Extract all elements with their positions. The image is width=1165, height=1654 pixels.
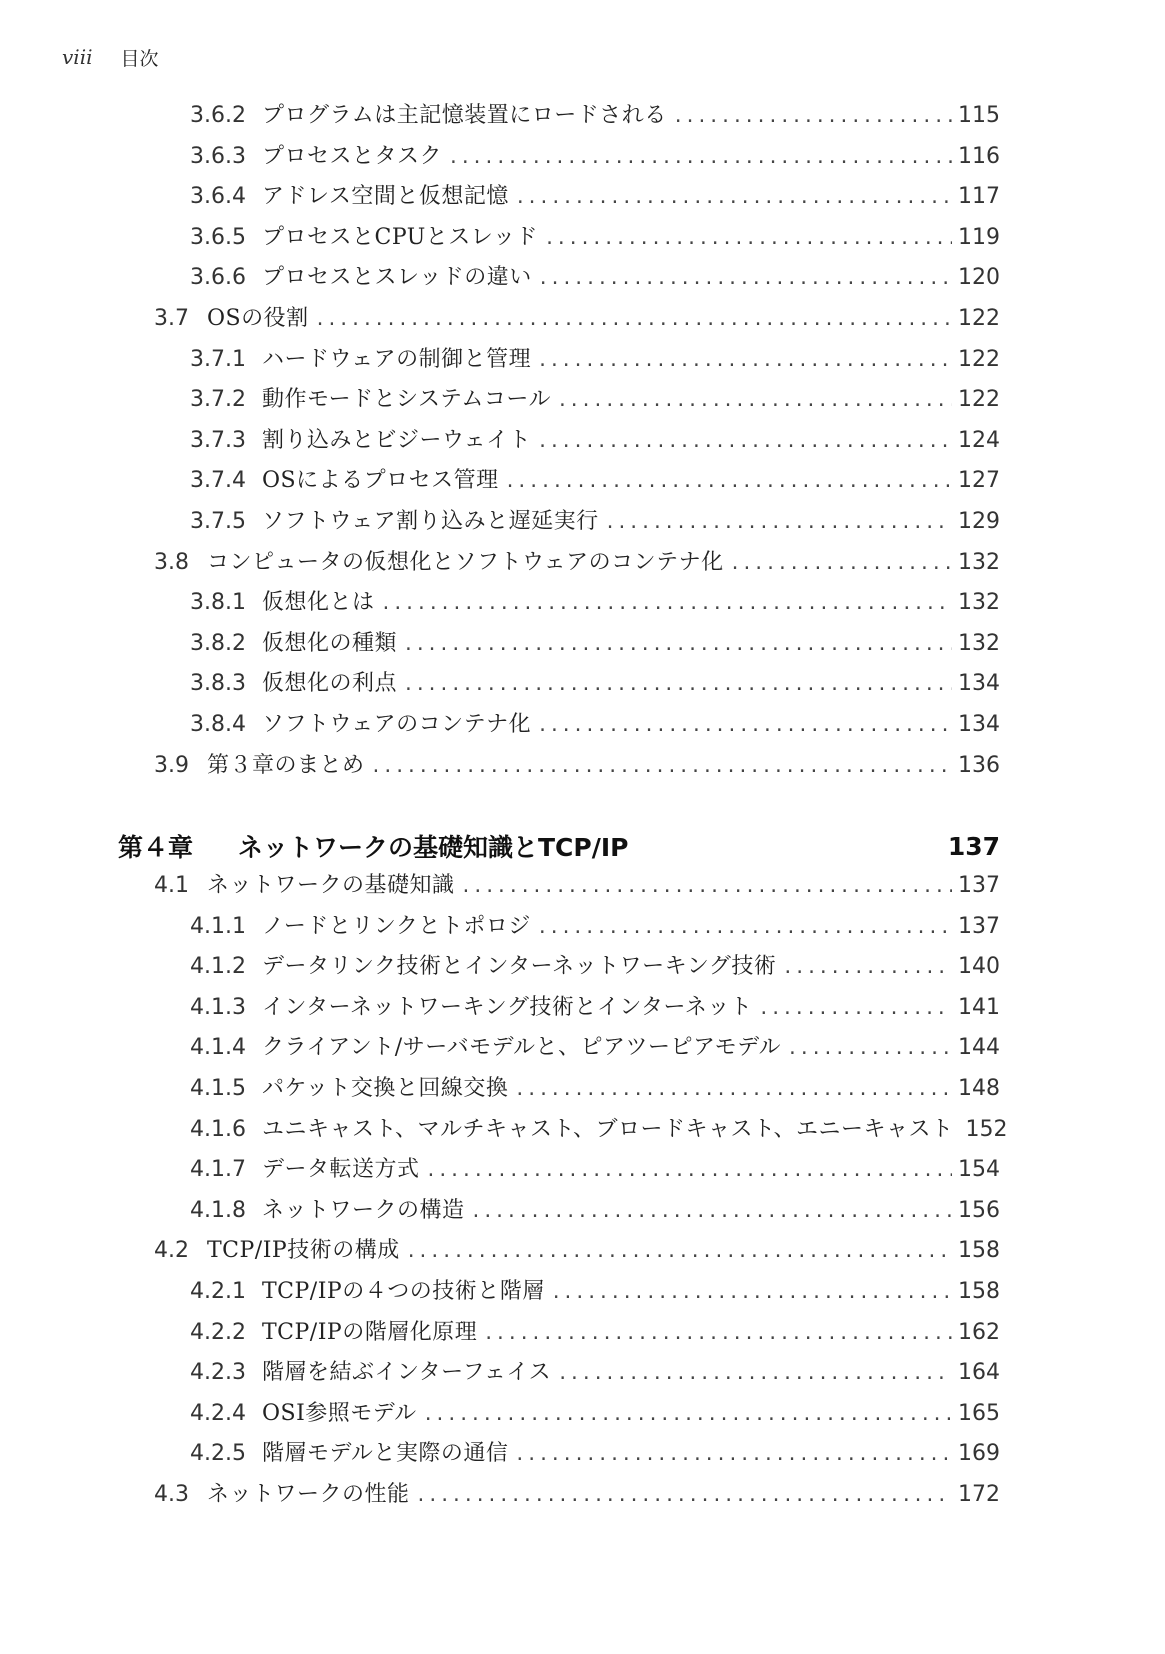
toc-page-number: 144	[958, 1035, 1000, 1061]
toc-section-title: 仮想化の種類	[261, 630, 397, 656]
toc-section-title: クライアント/サーバモデルと、ピアツーピアモデル	[261, 1035, 782, 1061]
toc-section-number: 4.2	[154, 1238, 189, 1264]
toc-entry[interactable]	[154, 1479, 1000, 1511]
toc-section-title: 第３章のまとめ	[207, 752, 365, 778]
toc-leader-dots	[730, 548, 952, 580]
toc-section-number: 3.6.2	[190, 103, 246, 128]
toc-entry[interactable]	[190, 1398, 1000, 1430]
toc-page-number: 132	[958, 549, 1000, 575]
toc-section-title: コンピュータの仮想化とソフトウェアのコンテナ化	[207, 549, 724, 575]
toc-leader-dots	[537, 345, 952, 377]
toc-entry[interactable]	[190, 951, 1000, 983]
toc-section-number: 3.7.1	[190, 346, 246, 372]
toc-leader-dots	[557, 1358, 952, 1390]
toc-entry[interactable]	[190, 1073, 1000, 1105]
toc-page-number: 122	[958, 387, 1000, 413]
toc-entry[interactable]	[190, 1195, 1000, 1227]
toc-section-number: 4.2.1	[190, 1279, 246, 1304]
toc-section-number: 3.7.4	[190, 468, 246, 494]
toc-section-number: 4.1.8	[190, 1197, 246, 1223]
toc-leader-dots	[423, 1399, 952, 1431]
toc-entry[interactable]	[190, 344, 1000, 376]
toc-section-title: ソフトウェア割り込みと遅延実行	[261, 509, 599, 534]
toc-section-title: パケット交換と回線交換	[261, 1076, 509, 1101]
toc-page-number: 117	[958, 184, 1000, 210]
chapter-heading[interactable]	[118, 826, 1000, 866]
toc-section-number: 3.7.3	[190, 427, 246, 453]
toc-section-number: 4.1.5	[190, 1076, 246, 1101]
toc-leader-dots	[471, 1196, 953, 1228]
running-head-title: 目次	[120, 47, 159, 70]
toc-entry[interactable]	[190, 668, 1000, 700]
chapter-page-number: 137	[947, 831, 1000, 861]
toc-leader-dots	[673, 101, 952, 133]
toc-section-number: 4.1	[154, 873, 189, 898]
toc-section-number: 4.1.6	[190, 1116, 246, 1142]
toc-section-number: 3.6.3	[190, 143, 246, 169]
chapter-label: 第４章	[118, 833, 194, 862]
toc-page-number: 165	[958, 1400, 1000, 1426]
toc-entry[interactable]	[190, 628, 1000, 660]
toc-leader-dots	[403, 629, 952, 661]
toc-section-number: 3.7.5	[190, 509, 246, 534]
toc-page-number: 137	[958, 913, 1000, 939]
toc-leader-dots	[782, 952, 952, 984]
toc-leader-dots	[483, 1318, 952, 1350]
toc-leader-dots	[505, 466, 952, 498]
toc-page-number: 127	[958, 468, 1000, 494]
toc-leader-dots	[557, 385, 952, 417]
toc-page-number: 164	[958, 1360, 1000, 1386]
toc-section-title: 動作モードとシステムコール	[261, 387, 551, 413]
toc-section-title: TCP/IP技術の構成	[207, 1238, 400, 1264]
toc-section-title: 仮想化とは	[261, 590, 375, 616]
toc-section-number: 4.1.4	[190, 1035, 246, 1061]
toc-entry[interactable]	[190, 1114, 1008, 1146]
page-header	[62, 42, 159, 72]
toc-section-number: 4.1.1	[190, 913, 246, 939]
toc-leader-dots	[416, 1480, 952, 1512]
toc-section-number: 4.1.3	[190, 994, 246, 1020]
toc-section-number: 3.8.2	[190, 630, 246, 656]
toc-leader-dots	[514, 1074, 952, 1106]
toc-section-number: 3.8.1	[190, 590, 246, 616]
toc-entry[interactable]	[190, 1317, 1000, 1349]
toc-section-number: 4.2.3	[190, 1360, 246, 1386]
toc-section-number: 3.9	[154, 752, 189, 778]
toc-section-title: 階層モデルと実際の通信	[261, 1441, 509, 1467]
toc-page-number: 162	[958, 1319, 1000, 1345]
toc-page-number: 140	[958, 954, 1000, 980]
toc-leader-dots	[381, 588, 953, 620]
toc-section-title: ネットワークの性能	[207, 1482, 410, 1507]
toc-page-number: 154	[958, 1157, 1000, 1183]
toc-section-title: アドレス空間と仮想記憶	[261, 184, 509, 210]
toc-section-number: 3.8.4	[190, 712, 246, 737]
toc-entry[interactable]	[190, 1357, 1000, 1389]
toc-section-title: 割り込みとビジーウェイト	[261, 427, 532, 453]
toc-page-number: 129	[958, 509, 1000, 534]
toc-page-number: 158	[958, 1279, 1000, 1304]
toc-entry[interactable]	[190, 506, 1000, 538]
toc-entry[interactable]	[190, 100, 1000, 132]
toc-section-title: TCP/IPの４つの技術と階層	[261, 1279, 545, 1304]
toc-section-number: 4.1.2	[190, 954, 246, 980]
toc-page-number: 148	[958, 1076, 1000, 1101]
toc-section-title: インターネットワーキング技術とインターネット	[261, 994, 753, 1020]
toc-leader-dots	[461, 871, 952, 903]
toc-section-number: 4.2.2	[190, 1319, 246, 1345]
toc-entry[interactable]	[190, 384, 1000, 416]
toc-section-number: 4.2.5	[190, 1441, 246, 1467]
toc-page-number: 172	[958, 1482, 1000, 1507]
toc-section-title: 階層を結ぶインターフェイス	[261, 1360, 552, 1386]
toc-page-number: 132	[958, 630, 1000, 656]
toc-leader-dots	[758, 993, 952, 1025]
toc-entry[interactable]	[154, 303, 1000, 335]
toc-section-number: 4.2.4	[190, 1400, 246, 1426]
toc-section-title: ソフトウェアのコンテナ化	[261, 712, 532, 737]
toc-leader-dots	[551, 1277, 952, 1309]
page-folio: viii	[62, 45, 93, 69]
toc-leader-dots	[537, 912, 952, 944]
toc-entry[interactable]	[154, 1235, 1000, 1267]
toc-section-title: プログラムは主記憶装置にロードされる	[261, 103, 667, 128]
toc-page-number: 122	[958, 306, 1000, 331]
toc-section-title: 仮想化の利点	[261, 671, 397, 697]
toc-section-title: データリンク技術とインターネットワーキング技術	[261, 954, 777, 980]
toc-section-title: プロセスとスレッドの違い	[261, 265, 532, 291]
toc-leader-dots	[515, 182, 952, 214]
toc-page-number: 156	[958, 1197, 1000, 1223]
toc-page-number: 169	[958, 1441, 1000, 1467]
toc-entry[interactable]	[154, 547, 1000, 579]
toc-leader-dots	[406, 1236, 952, 1268]
toc-section-title: ネットワークの構造	[261, 1197, 465, 1223]
toc-section-number: 3.6.6	[190, 265, 246, 291]
toc-page-number: 134	[958, 712, 1000, 737]
toc-page-number: 134	[958, 671, 1000, 697]
toc-leader-dots	[544, 223, 952, 255]
toc-entry[interactable]	[190, 262, 1000, 294]
toc-section-title: ネットワークの基礎知識	[207, 873, 455, 898]
toc-entry[interactable]	[190, 1276, 1000, 1308]
toc-section-number: 3.8.3	[190, 671, 246, 697]
toc-section-title: プロセスとタスク	[261, 143, 442, 169]
toc-entry[interactable]	[190, 141, 1000, 173]
chapter-title: ネットワークの基礎知識とTCP/IP	[238, 833, 629, 862]
toc-page-number: 141	[958, 994, 1000, 1020]
toc-page-number: 137	[958, 873, 1000, 898]
toc-section-title: OSによるプロセス管理	[261, 468, 499, 494]
toc-section-number: 3.7	[154, 306, 189, 331]
toc-page-number: 119	[958, 224, 1000, 250]
toc-entry[interactable]	[190, 587, 1000, 619]
toc-page-number: 122	[958, 346, 1000, 372]
toc-leader-dots	[448, 142, 952, 174]
toc-leader-dots	[537, 426, 952, 458]
toc-page-number: 136	[958, 752, 1000, 778]
toc-page-number: 152	[965, 1116, 1008, 1142]
toc-page-number: 124	[958, 427, 1000, 453]
toc-entry[interactable]	[190, 1032, 1000, 1064]
toc-section-title: OSI参照モデル	[261, 1400, 417, 1426]
toc-section-number: 4.3	[154, 1482, 189, 1507]
toc-leader-dots	[426, 1155, 953, 1187]
toc-entry[interactable]	[154, 870, 1000, 902]
toc-section-title: データ転送方式	[261, 1157, 420, 1183]
toc-page-number: 132	[958, 590, 1000, 616]
toc-section-title: ユニキャスト、マルチキャスト、ブロードキャスト、エニーキャスト	[261, 1116, 954, 1142]
toc-section-title: ノードとリンクとトポロジ	[261, 913, 531, 939]
toc-entry[interactable]	[190, 1438, 1000, 1470]
toc-section-number: 3.7.2	[190, 387, 246, 413]
toc-section-title: TCP/IPの階層化原理	[261, 1319, 478, 1345]
toc-entry[interactable]	[190, 992, 1000, 1024]
toc-section-number: 4.1.7	[190, 1157, 246, 1183]
toc-page-number: 120	[958, 265, 1000, 291]
toc-entry[interactable]	[190, 911, 1000, 943]
toc-section-title: OSの役割	[207, 306, 309, 331]
toc-leader-dots	[315, 304, 952, 336]
toc-entry[interactable]	[154, 750, 1000, 782]
toc-entry[interactable]	[190, 425, 1000, 457]
toc-leader-dots	[605, 507, 952, 539]
toc-leader-dots	[514, 1439, 952, 1471]
toc-leader-dots	[787, 1033, 952, 1065]
toc-leader-dots	[538, 263, 952, 295]
toc-section-number: 3.8	[154, 549, 189, 575]
toc-section-title: ハードウェアの制御と管理	[261, 346, 532, 372]
toc-section-number: 3.6.4	[190, 184, 246, 210]
toc-entry[interactable]	[190, 181, 1000, 213]
toc-entry[interactable]	[190, 222, 1000, 254]
toc-entry[interactable]	[190, 1154, 1000, 1186]
toc-page-number: 116	[958, 143, 1000, 169]
toc-entry[interactable]	[190, 709, 1000, 741]
toc-section-title: プロセスとCPUとスレッド	[261, 224, 539, 250]
toc-leader-dots	[371, 751, 952, 783]
toc-page-number: 115	[958, 103, 1000, 128]
toc-page-number: 158	[958, 1238, 1000, 1264]
toc-entry[interactable]	[190, 465, 1000, 497]
toc-leader-dots	[403, 669, 952, 701]
toc-section-number: 3.6.5	[190, 224, 246, 250]
toc-leader-dots	[537, 710, 952, 742]
